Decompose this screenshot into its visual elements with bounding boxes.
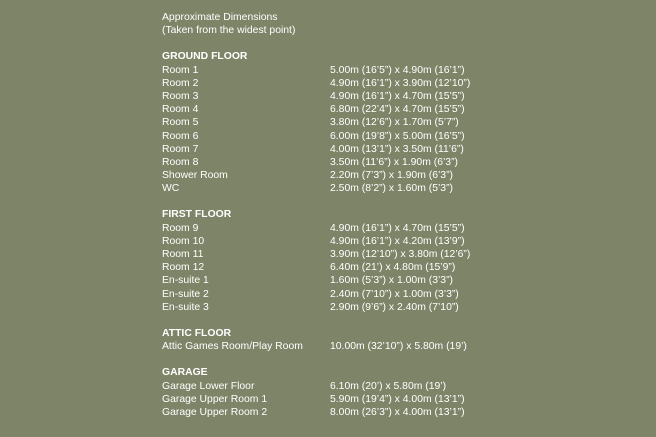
- room-row: [162, 90, 642, 103]
- room-dimensions: 6.10m (20’) x 5.80m (19’): [330, 380, 447, 392]
- room-name: Attic Games Room/Play Room: [162, 341, 303, 353]
- room-row: [162, 182, 642, 195]
- room-row: [162, 340, 642, 353]
- room-name: Shower Room: [162, 170, 228, 182]
- room-name: Room 10: [162, 235, 205, 247]
- room-name: Garage Upper Room 1: [162, 393, 268, 405]
- room-name: Room 12: [162, 262, 205, 274]
- floor-section: [162, 366, 642, 419]
- room-row: [162, 301, 642, 314]
- room-name: Garage Upper Room 2: [162, 406, 268, 418]
- room-row: [162, 116, 642, 129]
- section-heading: GROUND FLOOR: [162, 51, 248, 63]
- room-dimensions: 8.00m (26’3”) x 4.00m (13’1”): [330, 406, 465, 418]
- room-dimensions: 6.40m (21’) x 4.80m (15’9”): [330, 262, 456, 274]
- room-name: En-suite 1: [162, 275, 209, 287]
- floor-section: [162, 327, 642, 353]
- room-dimensions: 6.80m (22’4”) x 4.70m (15’5”): [330, 104, 465, 116]
- room-row: [162, 156, 642, 169]
- room-name: Room 7: [162, 143, 199, 155]
- room-name: Room 9: [162, 222, 199, 234]
- room-dimensions: 4.90m (16’1”) x 4.70m (15’5”): [330, 90, 465, 102]
- room-dimensions: 2.50m (8’2”) x 1.60m (5’3”): [330, 183, 453, 195]
- room-dimensions: 5.90m (19’4”) x 4.00m (13’1”): [330, 393, 465, 405]
- room-name: Room 2: [162, 77, 199, 89]
- room-row: [162, 222, 642, 235]
- room-row: [162, 235, 642, 248]
- room-row: [162, 393, 642, 406]
- room-dimensions: 4.90m (16’1”) x 4.20m (13’9”): [330, 235, 465, 247]
- room-name: Room 8: [162, 156, 199, 168]
- room-dimensions: 1.60m (5’3”) x 1.00m (3’3”): [330, 275, 453, 287]
- room-name: WC: [162, 183, 180, 195]
- room-dimensions: 2.40m (7’10”) x 1.00m (3’3”): [330, 288, 459, 300]
- room-row: [162, 288, 642, 301]
- room-name: Room 5: [162, 117, 199, 129]
- floor-section: [162, 208, 642, 314]
- room-dimensions: 2.90m (9’6”) x 2.40m (7’10”): [330, 301, 459, 313]
- room-name: En-suite 2: [162, 288, 209, 300]
- room-row: [162, 77, 642, 90]
- room-row: [162, 143, 642, 156]
- intro-subtitle: (Taken from the widest point): [162, 25, 296, 37]
- room-name: Room 6: [162, 130, 199, 142]
- room-row: [162, 130, 642, 143]
- room-dimensions: 4.90m (16’1”) x 3.90m (12’10”): [330, 77, 471, 89]
- room-name: Room 4: [162, 104, 199, 116]
- floor-sections: [162, 50, 642, 419]
- room-row: [162, 248, 642, 261]
- room-dimensions: 4.00m (13’1”) x 3.50m (11’6”): [330, 143, 464, 155]
- floor-section: [162, 50, 642, 195]
- room-row: [162, 274, 642, 287]
- dimensions-sheet: [162, 11, 642, 419]
- room-name: Room 3: [162, 90, 199, 102]
- room-row: [162, 64, 642, 77]
- room-name: Garage Lower Floor: [162, 380, 255, 392]
- room-row: [162, 103, 642, 116]
- room-row: [162, 169, 642, 182]
- room-dimensions: 3.50m (11’6”) x 1.90m (6’3”): [330, 156, 458, 168]
- room-dimensions: 4.90m (16’1”) x 4.70m (15’5”): [330, 222, 465, 234]
- section-heading: FIRST FLOOR: [162, 209, 232, 221]
- room-name: Room 1: [162, 64, 199, 76]
- room-dimensions: 10.00m (32’10”) x 5.80m (19’): [330, 341, 467, 353]
- room-dimensions: 2.20m (7’3”) x 1.90m (6’3”): [330, 170, 453, 182]
- room-name: Room 11: [162, 249, 204, 260]
- room-dimensions: 3.80m (12’6”) x 1.70m (5’7”): [330, 117, 459, 129]
- section-heading: ATTIC FLOOR: [162, 327, 232, 339]
- room-row: [162, 406, 642, 419]
- room-row: [162, 261, 642, 274]
- intro-title: Approximate Dimensions: [162, 12, 278, 23]
- room-dimensions: 5.00m (16’5”) x 4.90m (16’1”): [330, 64, 465, 76]
- room-name: En-suite 3: [162, 301, 209, 313]
- room-row: [162, 380, 642, 393]
- room-dimensions: 3.90m (12’10”) x 3.80m (12’6”): [330, 249, 471, 260]
- section-heading: GARAGE: [162, 367, 208, 379]
- room-dimensions: 6.00m (19’8”) x 5.00m (16’5”): [330, 130, 465, 142]
